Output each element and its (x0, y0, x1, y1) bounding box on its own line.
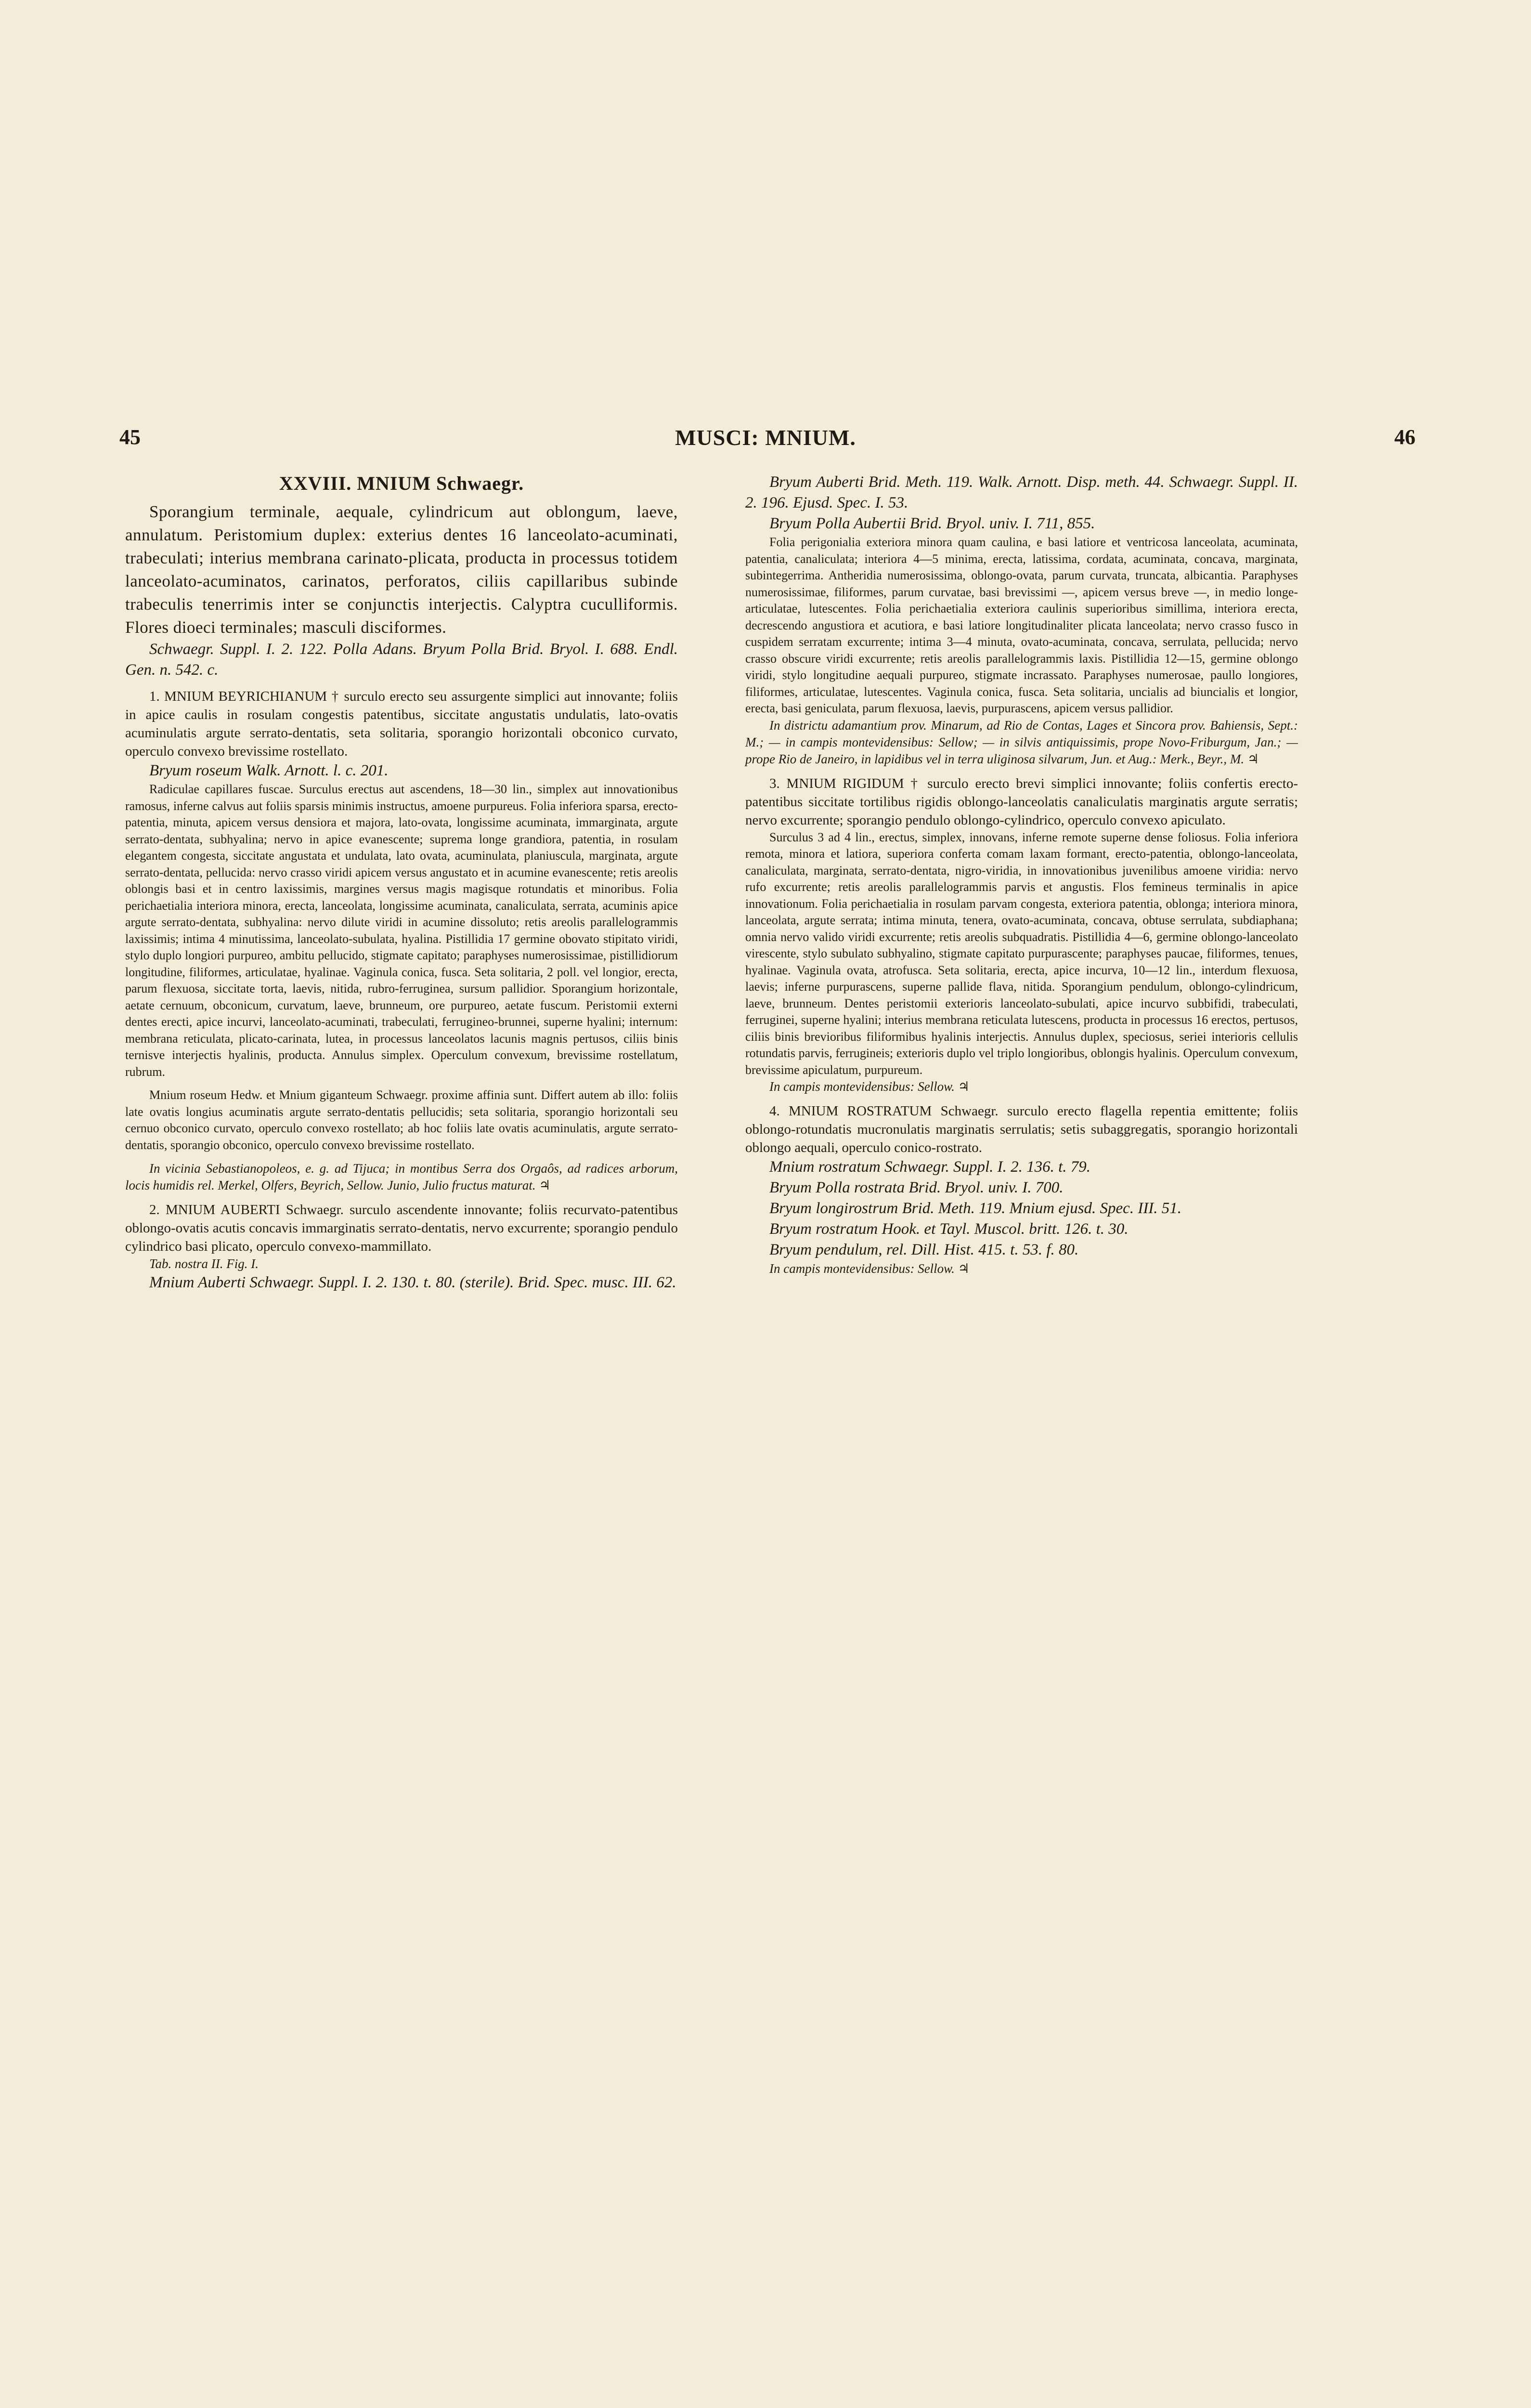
species-4-synonym-3: Bryum longirostrum Brid. Meth. 119. Mnium ejusd. Spec. III. 51. (769, 1200, 1182, 1217)
species-3-locality: In campis montevidensibus: Sellow. ♃ (769, 1079, 970, 1094)
species-1-note: Mnium roseum Hedw. et Mnium giganteum Schwaegr. proxime affinia sunt. Differt autem ab illo: foliis late ovatis longius acuminatis argute serrato-dentatis pellucidis; seta solitaria, sporangio horizontali seu cernuo obconico curvato, operculo convexo rostellato; ab hoc foliis late ovatis acuminulatis, argute serrato-dentatis, sporangio obconico, operculo convexo brevissime rostellato. (125, 1088, 678, 1152)
species-4-synonym-2: Bryum Polla rostrata Brid. Bryol. univ. I. 700. (769, 1179, 1064, 1196)
genus-references: Schwaegr. Suppl. I. 2. 122. Polla Adans. Bryum Polla Brid. Bryol. I. 688. Endl. Gen. n. 542. c. (125, 641, 678, 679)
species-1-diagnosis: 1. MNIUM BEYRICHIANUM † surculo erecto seu assurgente simplici aut innovante; foliis in apice caulis in rosulam congestis patentibus, siccitate angustatis undulatis, lato-ovatis acuminulatis argute serrato-dentatis, seta solitaria, sporangio horizontali obconico curvato, operculo convexo brevissime rostellato. (125, 689, 678, 759)
species-2-synonym-cont-1: Bryum Auberti Brid. Meth. 119. Walk. Arnott. Disp. meth. 44. Schwaegr. Suppl. II. 2. 196. Ejusd. Spec. I. 53. (745, 473, 1298, 511)
species-2-diagnosis: 2. MNIUM AUBERTI Schwaegr. surculo ascendente innovante; foliis recurvato-patentibus oblongo-ovatis acutis concavis immarginatis serrato-dentatis, nervo excurrente; sporangio pendulo cylindrico basi plicato, operculo convexo-mammillato. (125, 1202, 678, 1254)
species-4-synonym-1: Mnium rostratum Schwaegr. Suppl. I. 2. 136. t. 79. (769, 1158, 1091, 1176)
species-3-diagnosis: 3. MNIUM RIGIDUM † surculo erecto brevi simplici innovante; foliis confertis erecto-patentibus siccitate tortilibus rigidis oblongo-lanceolatis canaliculatis marginatis argute serratis; nervo excurrente; sporangio pendulo oblongo-cylindrico, operculo convexo apiculato. (745, 775, 1298, 828)
species-1-synonym: Bryum roseum Walk. Arnott. l. c. 201. (149, 762, 389, 779)
running-title: MUSCI: MNIUM. (675, 425, 856, 450)
species-3-description: Surculus 3 ad 4 lin., erectus, simplex, innovans, inferne remote superne dense foliosus. Folia inferiora remota, minora et latiora, superiora conferta comam laxam formant, erecto-patentia, oblongo-lanceolata, canaliculata, marginata, serrato-dentata, nigro-viridia, in innovationibus juvenilibus amoene viridia: nervo rufo excurrente; retis areolis parallelogrammis parvis et angustis. Flos femineus terminalis in apice innovationum. Folia perichaetialia in rosulam parvam congesta, exteriora patentia, oblonga; interiora minora, lanceolata, argute serrata; intima minuta, tenera, ovato-acuminata, concava, obtuse serrulata, subdiaphana; omnia nervo valido viridi excurrente; retis areolis subquadratis. Pistillidia 4—6, germine oblongo-lanceolato virescente, stylo subulato subhyalino, stigmate capitato purpurascente; paraphyses paucae, filiformes, tenues, hyalinae. Vaginula ovata, atrofusca. Seta solitaria, erecta, apice incurva, 10—12 lin., interdum flexuosa, laevis; inferne purpurascens, superne pallide flava, nitida. Sporangium pendulum, oblongo-cylindricum, laeve, brunneum. Dentes peristomii exterioris lanceolato-subulati, apice incurvo subbifidi, trabeculati, ferruginei, superne hyalini; interius membrana reticulata lutescens, producta in processus 16 erectos, pertusos, ciliis binis brevioribus filiformibus hyalinis interjectis. Annulus duplex, speciosus, seriei interioris cellulis rotundatis parvis, ferrugineis; exterioris duplo vel triplo longioribus, oblongis hyalinis. Operculum convexum, brevissime apiculatum, purpureum. (745, 830, 1298, 1077)
species-2-description: Folia perigonialia exteriora minora quam caulina, e basi latiore et ventricosa lanceolata, acuminata, patentia, canaliculata; interiora 4—5 minima, erecta, latissima, cordata, acuminata, concava, marginata, subintegerrima. Antheridia numerosissima, oblongo-ovata, parum curvata, truncata, albicantia. Paraphyses numerosissimae, filiformes, parum curvatae, basi brevissimi —, apicem versus breve —, in medio longe-articulatae, lutescentes. Folia perichaetialia exteriora caulinis superioribus simillima, interiora erecta, decrescendo angustiora et acutiora, e basi latiore longitudinaliter plicata lanceolata; nervo crasso fusco in cuspidem serratam excurrente; intima 3—4 minuta, ovato-acuminata, concava, serrulata, pellucida; nervo crasso obscure viridi excurrente; retis areolis parallelogrammis laxis. Pistillidia 12—15, germine oblongo viridi, stylo longitudine aequali purpureo, stigmate incrassato. Paraphyses numerosae, paullo longiores, filiformes, articulatae, lutescentes. Vaginula conica, fusca. Seta solitaria, uncialis ad biuncialis et longior, erecta, basi geniculata, parum flexuosa, laevis, purpurascens, apicem versus pallidior. (745, 535, 1298, 715)
species-2-synonym-cont-2: Bryum Polla Aubertii Brid. Bryol. univ. I. 711, 855. (769, 515, 1095, 532)
species-4-synonym-5: Bryum pendulum, rel. Dill. Hist. 415. t. 53. f. 80. (769, 1241, 1079, 1258)
left-page-number: 45 (119, 425, 141, 449)
genus-title: XXVIII. MNIUM Schwaegr. (279, 472, 524, 494)
species-2-synonym: Mnium Auberti Schwaegr. Suppl. I. 2. 130. t. 80. (sterile). Brid. Spec. musc. III. 62. (149, 1274, 676, 1291)
right-page-number: 46 (1394, 425, 1415, 449)
species-2-locality: In districtu adamantium prov. Minarum, ad Rio de Contas, Lages et Sincora prov. Bahiensis, Sept.: M.; — in campis montevidensibus: Sellow; — in silvis antiquissimis, prope Novo-Friburgum, Jan.; — prope Rio de Janeiro, in lapidibus vel in terra uliginosa silvarum, Jun. et Aug.: Merk., Beyr., M. ♃ (745, 718, 1298, 766)
page-header (0, 425, 1531, 454)
species-4-diagnosis: 4. MNIUM ROSTRATUM Schwaegr. surculo erecto flagella repentia emittente; foliis oblongo-rotundatis mucronulatis marginatis serrulatis; setis subaggregatis, sporangio horizontali oblongo aequali, operculo conico-rostrato. (745, 1103, 1298, 1155)
left-column (125, 472, 678, 1293)
right-column (745, 472, 1298, 1277)
species-4-synonym-4: Bryum rostratum Hook. et Tayl. Muscol. britt. 126. t. 30. (769, 1220, 1129, 1238)
species-1-locality: In vicinia Sebastianopoleos, e. g. ad Tijuca; in montibus Serra dos Orgaôs, ad radices arborum, locis humidis rel. Merkel, Olfers, Beyrich, Sellow. Junio, Julio fructus maturat. ♃ (125, 1161, 678, 1192)
genus-description: Sporangium terminale, aequale, cylindricum aut oblongum, laeve, annulatum. Peristomium duplex: exterius dentes 16 lanceolato-acuminati, trabeculati; interius membrana carinato-plicata, producta in processus totidem lanceolato-acuminatos, carinatos, perforatos, ciliis capillaribus subinde trabeculis tenerrimis inter se conjunctis interjectis. Calyptra cuculliformis. Flores dioeci terminales; masculi disciformes. (125, 502, 678, 637)
species-1-description: Radiculae capillares fuscae. Surculus erectus aut ascendens, 18—30 lin., simplex aut innovationibus ramosus, inferne calvus aut foliis sparsis minimis instructus, amoene purpureus. Folia inferiora sparsa, erecto-patentia, minuta, apicem versus densiora et majora, lato-ovata, longissime acuminata, immarginata, argute serrato-dentata, subhyalina; nervo in apice evanescente; suprema longe grandiora, patentia, in rosulam elegantem congesta, siccitate angustata et undulata, lato ovata, acuminulata, planiuscula, marginata, argute serrato-dentata, pellucida: nervo crasso viridi apicem versus angustato et in acumine evanescente; retis areolis oblongis basi et in centro laxissimis, margines versus magis magisque rotundatis et minoribus. Folia perichaetialia interiora minora, erecta, lanceolata, longissime acuminata, canaliculata, serrata, acuminis apice argute serrato-dentata, subhyalina: nervo dilute viridi in acumine dissoluto; retis areolis parallelogrammis laxissimis; intima 4 minutissima, lanceolato-subulata, hyalina. Pistillidia 17 germine obovato stipitato viridi, stylo duplo longiori purpureo, ambitu pellucido, stigmate capitato; paraphyses numerosissimae, pistillidiorum longitudine, filiformes, articulatae, hyalinae. Vaginula conica, fusca. Seta solitaria, 2 poll. vel longior, erecta, parum flexuosa, siccitate torta, laevis, nitida, rubro-ferruginea, sursum pallidior. Sporangium horizontale, aetate cernuum, obconicum, curvatum, laeve, brunneum, ore purpureo, aetate fuscum. Peristomii externi dentes erecti, apice incurvi, lanceolato-acuminati, trabeculati, ferrugineo-brunnei, superne hyalini; internum: membrana reticulata, plicato-carinata, lutea, in processus lanceolatos lacunis magnis pertusos, ciliis binis ternisve interjectis hyalinis, producta. Annulus simplex. Operculum convexum, brevissime rostellatum, rubrum. (125, 782, 678, 1079)
species-4-locality: In campis montevidensibus: Sellow. ♃ (769, 1261, 970, 1276)
species-2-plate: Tab. nostra II. Fig. I. (149, 1256, 259, 1271)
